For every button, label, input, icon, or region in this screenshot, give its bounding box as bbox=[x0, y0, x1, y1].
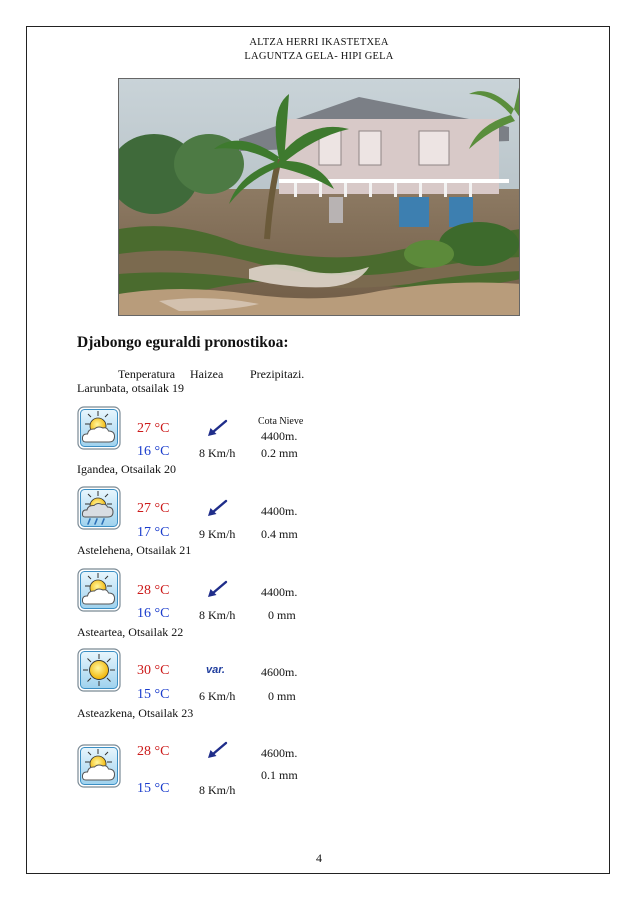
temp-low: 16 °C bbox=[137, 606, 170, 621]
wind-direction-icon bbox=[204, 498, 230, 518]
day-label: Astelehena, Otsailak 21 bbox=[77, 543, 192, 557]
sun-icon bbox=[77, 648, 121, 692]
temp-low: 15 °C bbox=[137, 781, 170, 796]
temp-low: 16 °C bbox=[137, 444, 170, 459]
snow-level: 4600m. bbox=[261, 665, 298, 679]
temp-high: 28 °C bbox=[137, 744, 170, 759]
wind-direction-icon bbox=[204, 740, 230, 760]
precipitation: 0.2 mm bbox=[261, 446, 298, 460]
sun-cloud-icon bbox=[77, 406, 121, 450]
day-label: Asteartea, Otsailak 22 bbox=[77, 625, 184, 639]
precipitation: 0.4 mm bbox=[261, 527, 298, 541]
wind-variable-label: var. bbox=[206, 664, 225, 676]
wind-speed: 6 Km/h bbox=[199, 689, 236, 703]
wind-speed: 8 Km/h bbox=[199, 608, 236, 622]
section-title: Djabongo eguraldi pronostikoa: bbox=[77, 334, 289, 351]
wind-speed: 9 Km/h bbox=[199, 527, 236, 541]
school-name: ALTZA HERRI IKASTETXEA bbox=[249, 37, 389, 48]
sun-cloud-icon bbox=[77, 568, 121, 612]
temp-low: 17 °C bbox=[137, 525, 170, 540]
temp-high: 27 °C bbox=[137, 421, 170, 436]
temp-high: 30 °C bbox=[137, 663, 170, 678]
temp-low: 15 °C bbox=[137, 687, 170, 702]
wind-speed: 8 Km/h bbox=[199, 783, 236, 797]
day-label: Larunbata, otsailak 19 bbox=[77, 381, 184, 395]
snow-level: 4400m. bbox=[261, 504, 298, 518]
snow-level: 4400m. bbox=[261, 585, 298, 599]
snow-level: 4400m. bbox=[261, 429, 298, 443]
temp-high: 27 °C bbox=[137, 501, 170, 516]
column-wind: Haizea bbox=[190, 367, 224, 381]
wind-speed: 8 Km/h bbox=[199, 446, 236, 460]
column-precipitation: Prezipitazi. bbox=[250, 367, 305, 381]
page-number: 4 bbox=[316, 851, 322, 865]
rain-cloud-icon bbox=[77, 486, 121, 530]
day-label: Igandea, Otsailak 20 bbox=[77, 462, 176, 476]
day-label: Asteazkena, Otsailak 23 bbox=[77, 706, 194, 720]
wind-direction-icon bbox=[204, 579, 230, 599]
wind-direction-icon bbox=[204, 418, 230, 438]
precipitation: 0 mm bbox=[268, 689, 296, 703]
sun-cloud-icon bbox=[77, 744, 121, 788]
column-temperature: Tenperatura bbox=[118, 367, 176, 381]
precipitation: 0.1 mm bbox=[261, 768, 298, 782]
precipitation: 0 mm bbox=[268, 608, 296, 622]
department-name: LAGUNTZA GELA- HIPI GELA bbox=[244, 51, 394, 62]
snow-level-label: Cota Nieve bbox=[258, 416, 304, 427]
temp-high: 28 °C bbox=[137, 583, 170, 598]
flood-photo bbox=[118, 78, 520, 316]
snow-level: 4600m. bbox=[261, 746, 298, 760]
